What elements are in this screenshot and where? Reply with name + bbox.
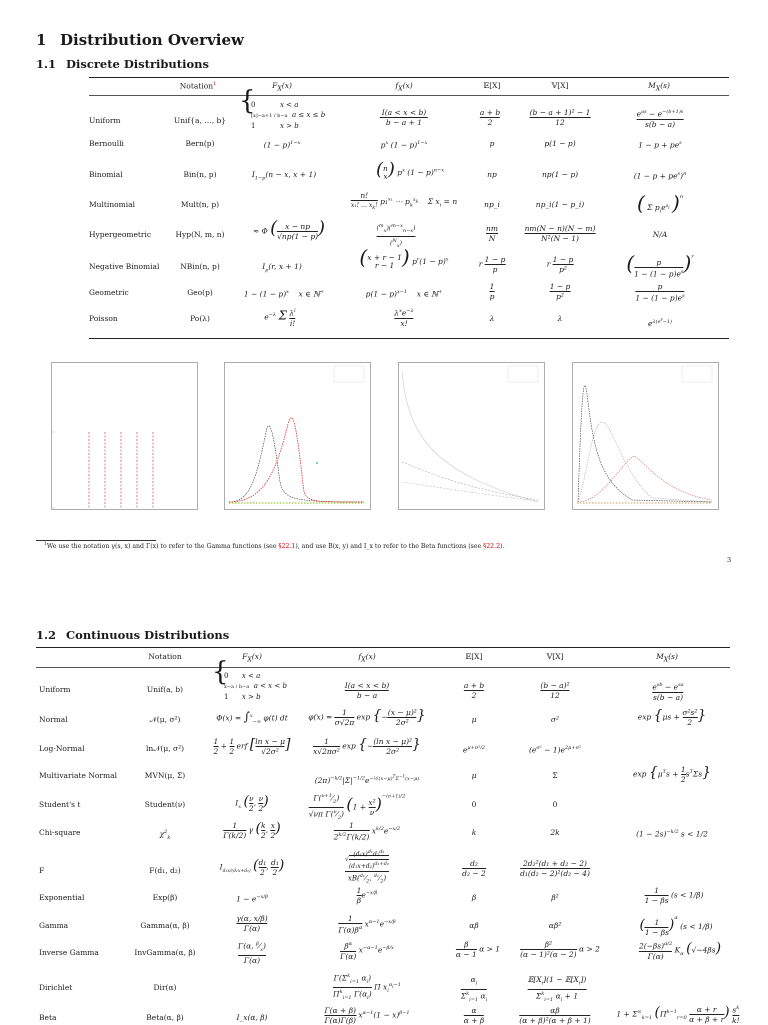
mean-chi-square: k (471, 828, 477, 837)
row-notation-uniform: Unif(a, b) (146, 685, 184, 694)
subsection-heading-discrete (36, 57, 209, 71)
pdf-exponential: $\frac{1}{\beta}$ $e^{-x/\beta}$ (356, 886, 378, 905)
row-notation-students-t: Student(ν) (144, 800, 186, 809)
cdf-log-normal: $\frac{1}{2}$ + $\frac{1}{2}$ erf [ $\frac{\text{ln x − μ}}{\text{√2σ²}}$ ] (213, 736, 291, 756)
row-notation-beta: Beta(α, β) (146, 1013, 184, 1022)
mean-hypergeometric: nm N (486, 224, 498, 243)
pdf-f: √ $\frac{(d_1x)^{d_1}d_2^{d_2}}{(d_1x+d_2)^{d_1+d_2}}$ $xB(^{d_1}⁄_2$, $^{d_1}⁄_2$) (344, 849, 390, 885)
row-name-beta: Beta (39, 1013, 57, 1022)
subsection-heading-continuous (36, 628, 229, 642)
mgf-hypergeometric: N/A (652, 230, 668, 239)
cdf-f: $I_{d_1x/(d_1x+d_2)}$ ( $\frac{\text{d₁}}{2}$ , $\frac{\text{d₁}}{2}$ ) (219, 857, 285, 877)
cdf-binomial: $I_{1-p}(n - x$, x + 1) (251, 170, 317, 182)
mean-binomial: np (487, 170, 497, 179)
pmf-hypergeometric: ($^m_x$)($^{m-x}_{n-x}$) ($^N_x$) (376, 223, 416, 250)
row-name-hypergeometric: Hypergeometric (89, 230, 152, 239)
row-notation-poisson: Po(λ) (190, 314, 210, 323)
mean-poisson: λ (489, 314, 495, 323)
cdf-students-t: $I_x$ ( $\frac{\nu}{2}$ , $\frac{\nu}{2}$ ) (235, 793, 269, 813)
mgf-binomial: $(1 - p + pe^s)^n$ (633, 171, 687, 181)
mean-dirichlet: $\alpha_i$ $\Sigma^k_{i=1}$ $\alpha_i$ (460, 975, 488, 1003)
mean-inverse-gamma: $\frac{\beta}{\alpha - 1}$ α > 1 (455, 940, 501, 959)
row-notation-geometric: Geo(p) (187, 288, 213, 297)
variance-inverse-gamma: $\frac{\text{β²}}{\text{(α − 1)²(α − 2)}}$ α > 2 (520, 940, 600, 959)
pdf-multivariate-normal: $(2\pi)^{-k/2}|\Sigma|^{-1/2}e^{-\frac{1}{2}(x-\mu)^T\Sigma^{-1}(x-\mu)}$ (314, 773, 420, 786)
row-notation-multinomial: Mult(n, p) (180, 200, 220, 209)
plot-geometric-pmf (398, 362, 545, 510)
header-mgf: $M_X(s)$ (656, 652, 678, 664)
pmf-multinomial: n! x₁! … $x_k$! p₁$^{x_1}$ ⋯ $p_k^{x_k}$ Σ $x_i = n$ (350, 191, 458, 212)
header-cdf: $F_X(x)$ (242, 652, 262, 664)
mgf-multivariate-normal: $\exp \{\mu^Ts$ + $\frac{1}{2}$ $s^T\Sigma s$} (633, 764, 711, 784)
mean-normal: μ (471, 715, 477, 724)
variance-poisson: λ (557, 314, 563, 323)
subsection-title: Discrete Distributions (66, 57, 209, 71)
mgf-chi-square: $(1 - 2s)^{-k/2}$ s < 1/2 (636, 829, 708, 839)
mgf-normal: exp {μs + $\frac{\text{σ²s²}}{2}$ } (637, 707, 707, 727)
variance-f: 2d₂²(d₁ + d₂ − 2) d₁(d₂ − 2)²(d₂ − 4) (520, 859, 590, 878)
row-notation-chi-square: $\chi^2_k$ (159, 829, 171, 841)
row-name-gamma: Gamma (39, 921, 69, 930)
cdf-hypergeometric: ≈ Φ ( $\frac{x - np}{√np(1 - p)}$ ) (252, 217, 326, 241)
cdf-inverse-gamma: Γ(α, $^\beta⁄_x$) Γ(α) (238, 941, 266, 965)
mean-multivariate-normal: μ (471, 771, 477, 780)
subsection-number: 1.1 (36, 57, 57, 71)
pdf-dirichlet: $\Gamma(\Sigma^k_{i=1}$ $\alpha_i$) $\Pi^k_{i=1}$ $\Gamma(\alpha_i)$ Π $x_i^{\alpha_i-1}$ (333, 973, 401, 1001)
section-title: Distribution Overview (60, 31, 244, 49)
pdf-students-t: $\frac{\Gamma(^{\nu+1}⁄_2)}{√\nu\pi \Gamma(^\nu⁄_2)}$ (1 + $\frac{\text{x²}}{\nu}$ )$^{-(\nu+1)/2}$ (308, 793, 406, 821)
plot-poisson-pmf (572, 362, 719, 510)
subsection-number: 1.2 (36, 628, 57, 642)
row-name-exponential: Exponential (39, 893, 85, 902)
pdf-normal: φ(x) = $\frac{1}{\sigma√2\pi}$ exp {− $\frac{\text{(x − μ)²}}{\text{2σ²}}$ } (308, 707, 426, 727)
mgf-inverse-gamma: $\frac{2(-\beta s)^{\alpha/2}}{\Gamma(\alpha)}$ $K_\alpha$ (√−4βs) (638, 940, 722, 961)
pmf-negative-binomial: (x + r − 1 r − 1 ) $p^r(1 - p)^x$ (359, 245, 449, 270)
variance-negative-binomial: r $\frac{1 - p}{\text{p²}}$ (546, 255, 574, 274)
row-name-inverse-gamma: Inverse Gamma (39, 948, 99, 957)
mgf-negative-binomial: ( $\frac{p}{1 - (1 - p)e^s}$ )$^r$ (626, 251, 694, 279)
row-notation-normal: 𝒩(μ, σ²) (149, 715, 181, 724)
table-header-rule (36, 667, 730, 668)
section-number: 1 (36, 31, 47, 49)
mean-students-t: 0 (471, 800, 477, 809)
header-mean: 𝔼[X] (465, 652, 483, 661)
mgf-gamma: ( $\frac{1}{1 - \beta s}$ )$^\alpha$ (s < 1/β) (639, 915, 713, 937)
row-name-multivariate-normal: Multivariate Normal (39, 771, 117, 780)
row-name-uniform: Uniform (39, 685, 71, 694)
mean-uniform: a + b 2 (479, 108, 501, 127)
variance-log-normal: $(e^{\sigma^2} - 1)e^{2\mu+\sigma^2}$ (528, 745, 582, 755)
variance-gamma: αβ² (548, 921, 562, 930)
variance-normal: σ² (550, 715, 560, 724)
page-number: 3 (727, 556, 732, 564)
header-pdf: $f_X(x)$ (358, 652, 376, 664)
variance-beta: αβ (α + β)²(α + β + 1) (519, 1006, 591, 1025)
variance-exponential: β² (551, 893, 559, 902)
row-notation-uniform: Unif{a, …, b} (173, 116, 227, 125)
row-name-geometric: Geometric (89, 288, 129, 297)
cdf-beta: I_x(α, β) (236, 1013, 268, 1022)
footnote-marker[interactable]: 1 (213, 81, 217, 87)
subsection-title: Continuous Distributions (66, 628, 230, 642)
row-name-normal: Normal (39, 715, 68, 724)
row-notation-gamma: Gamma(α, β) (140, 921, 190, 930)
mean-negative-binomial: r $\frac{1 - p}{p}$ (478, 255, 506, 274)
mgf-uniform: $e^{sb} - e^{sa}$ s(b − a) (652, 682, 684, 702)
row-name-uniform: Uniform (89, 116, 121, 125)
mgf-uniform: $e^{as} - e^{-(b+1)s}$ s(b − a) (636, 109, 684, 129)
table-bottom-rule (89, 338, 729, 339)
cdf-normal: Φ(x) = ∫$^x_{-\infty}$ φ(t) dt (216, 709, 288, 725)
row-name-dirichlet: Dirichlet (39, 983, 73, 992)
row-name-chi-square: Chi-square (39, 828, 81, 837)
header-pmf: $f_X(x)$ (395, 81, 413, 93)
pmf-geometric: $p(1 - p)^{x-1}$ x ∈ ℕ+ (365, 289, 443, 299)
row-name-log-normal: Log-Normal (39, 744, 85, 753)
mgf-exponential: $\frac{1}{1 - \beta s}$ (s < 1/β) (644, 886, 704, 905)
mgf-geometric: p $1 - (1 - p)e^s$ (635, 282, 685, 303)
row-notation-binomial: Bin(n, p) (183, 170, 217, 179)
cdf-gamma: γ(α, x/β) Γ(α) (236, 914, 268, 933)
footnote-link-beta[interactable]: §22.2 (483, 543, 501, 551)
mean-bernoulli: p (489, 139, 495, 148)
row-notation-multivariate-normal: MVN(μ, Σ) (144, 771, 186, 780)
mean-log-normal: $e^{\mu+\sigma^2/2}$ (462, 745, 486, 755)
mgf-bernoulli: $1 - p + pe^s$ (638, 140, 682, 150)
mean-f: d₂ d₂ − 2 (462, 859, 486, 878)
row-notation-dirichlet: Dir(α) (153, 983, 177, 992)
mean-geometric: 1 p (489, 282, 495, 301)
pdf-chi-square: $\frac{1}{2^{k/2}\Gamma(k/2)}$ $x^{k/2}e^{-x/2}$ (333, 821, 401, 842)
variance-chi-square: 2k (550, 828, 560, 837)
row-name-bernoulli: Bernoulli (89, 139, 124, 148)
header-cdf: $F_X(x)$ (272, 81, 292, 93)
variance-geometric: 1 − p p² (549, 282, 571, 301)
variance-uniform: (b − a + 1)² − 1 12 (529, 108, 591, 127)
row-notation-negative-binomial: NBin(n, p) (180, 262, 220, 271)
mean-gamma: αβ (469, 921, 479, 930)
pdf-uniform: I(a < x < b) b − a (344, 681, 390, 700)
row-name-negative-binomial: Negative Binomial (89, 262, 160, 271)
header-notation: Notation$^1$ (179, 81, 217, 91)
row-name-f: F (39, 866, 45, 875)
pmf-bernoulli: $p^x$ $(1 - p)^{1-x}$ (380, 140, 428, 150)
footnote-link-gamma[interactable]: §22.1 (278, 543, 296, 551)
mean-exponential: β (471, 893, 477, 902)
footnote-rule (36, 540, 156, 541)
pmf-uniform: I(a < x < b) b − a + 1 (381, 108, 427, 127)
plot-uniform-pmf (51, 362, 198, 510)
row-name-poisson: Poisson (89, 314, 118, 323)
cdf-negative-binomial: $I_p(r$, x + 1) (262, 262, 302, 274)
row-notation-log-normal: ln𝒩(μ, σ²) (145, 744, 185, 753)
header-notation: Notation (148, 652, 182, 661)
footnote: $^1$We use the notation γ(s, x) and Γ(x) to refer to the Gamma functions (see §22.1), and use B(x, y) and I_x to refer to the Beta functions (see §22.2). (44, 542, 505, 551)
cdf-piecewise-uniform: { 0 x < a ⌊x⌋−a+1 / b−a a ≤ x ≤ b 1 x > b (239, 86, 326, 130)
mean-beta: α α + β (463, 1006, 485, 1025)
plot-binomial-pmf (224, 362, 371, 510)
mgf-multinomial: ( Σ $p_ie^{s_i}$ )$^n$ (636, 191, 684, 215)
header-variance: 𝕍[X] (551, 81, 569, 90)
row-notation-bernoulli: Bern(p) (185, 139, 215, 148)
variance-dirichlet: $𝔼[X_i](1$ − $𝔼[X_i]$) $\Sigma^k_{i=1}$ $\alpha_i + 1$ (527, 975, 587, 1003)
cdf-bernoulli: $(1 - p)^{1-x}$ (263, 140, 301, 150)
variance-students-t: 0 (552, 800, 558, 809)
variance-binomial: np(1 − p) (541, 170, 579, 179)
variance-hypergeometric: nm(N − n)(N − m) N²(N − 1) (524, 224, 596, 243)
cdf-piecewise-uniform: { 0 x < a x−a / b−a a < x < b 1 x > b (212, 657, 287, 701)
pdf-log-normal: $\frac{1}{\text{x√2πσ²}}$ exp {− $\frac{\text{(ln x − μ)²}}{\text{2σ²}}$ } (313, 736, 421, 756)
pdf-inverse-gamma: $\frac{\beta^\alpha}{\Gamma(\alpha)}$ $x^{-\alpha-1}e^{-\beta/x}$ (340, 941, 394, 961)
header-mean: 𝔼[X] (483, 81, 501, 90)
row-name-students-t: Student's t (39, 800, 81, 809)
row-name-multinomial: Multinomial (89, 200, 136, 209)
variance-uniform: (b − a)² 12 (540, 681, 570, 700)
cdf-exponential: $1 - e^{-x/\beta}$ (236, 894, 268, 904)
cdf-poisson: $e^{-\lambda}$ Σ $\frac{\lambda^i}{i!}$ (264, 308, 296, 328)
variance-multivariate-normal: Σ (552, 771, 558, 780)
row-notation-inverse-gamma: InvGamma(α, β) (134, 948, 196, 957)
pmf-poisson: $\lambda^xe^{-\lambda}$ x! (394, 308, 414, 328)
row-notation-exponential: Exp(β) (152, 893, 178, 902)
row-name-binomial: Binomial (89, 170, 123, 179)
header-mgf: $M_X(s)$ (648, 81, 670, 93)
variance-multinomial: np_i(1 − p_i) (535, 200, 585, 209)
row-notation-f: F(d₁, d₂) (149, 866, 181, 875)
section-heading (36, 31, 244, 49)
pmf-binomial: (n x) $p^x$ $(1 - p)^{n-x}$ (375, 159, 445, 181)
cdf-chi-square: $\frac{1}{\Gamma(k/2)}$ γ ( $\frac{k}{2}$ , $\frac{x}{2}$ ) (223, 820, 281, 840)
variance-bernoulli: p(1 − p) (544, 139, 576, 148)
table-top-rule (89, 77, 729, 78)
pdf-beta: $\frac{\Gamma(\alpha + \beta)}{\Gamma(\alpha)\Gamma(\beta)}$ $x^{\alpha-1}(1 - x)^{\beta-1}$ (324, 1006, 410, 1025)
mean-multinomial: np_i (484, 200, 500, 209)
pdf-gamma: $\frac{1}{\Gamma(\alpha)\beta^\alpha}$ $x^{\alpha-1}e^{-x/\beta}$ (338, 914, 396, 935)
header-variance: 𝕍[X] (546, 652, 564, 661)
table-header-rule (89, 95, 729, 96)
table-top-rule (36, 647, 730, 648)
cdf-geometric: $1 - (1 - p)^x$ x ∈ ℕ+ (243, 289, 325, 299)
mean-uniform: a + b 2 (463, 681, 485, 700)
mgf-poisson: $e^{\lambda(e^s-1)}$ (647, 316, 673, 329)
mgf-beta: $1 + \Sigma^\infty_{k=1}$ ($\Pi^{k-1}_{r=0}$ $\frac{\alpha + r}{\alpha + \beta + r}$ ) $\frac{s^k}{k!}$ (616, 1004, 740, 1025)
row-notation-hypergeometric: Hyp(N, m, n) (175, 230, 225, 239)
